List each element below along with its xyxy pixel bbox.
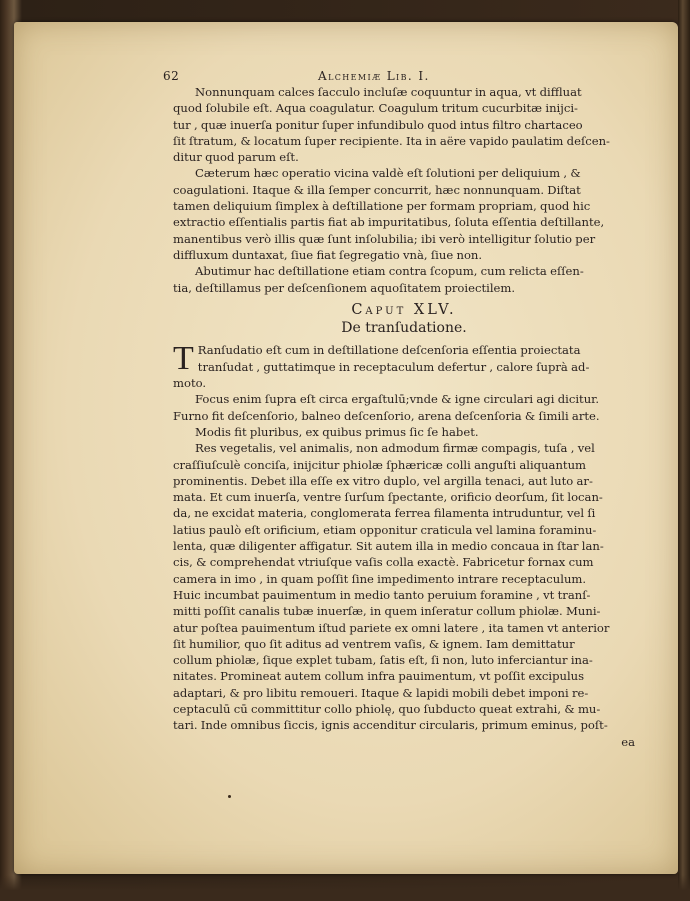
text-line: collum phiolæ, ſique explet tubam, ſatis eſt, ſi non, luto inferciantur ina- xyxy=(173,653,593,668)
text-line: tamen deliquium ſimplex à deſtillatione per formam propriam, quod hic xyxy=(173,199,591,214)
text-line: manentibus verò illis quæ ſunt inſolubilia; ibi verò intelligitur ſolutio per xyxy=(173,231,596,246)
text-line: craſſiuſculè conciſa, inijcitur phiolæ ſphæricæ colli anguſti aliquantum xyxy=(173,457,587,472)
book-edge xyxy=(678,0,690,901)
drop-capital: T xyxy=(173,340,194,378)
text-line: extractio eſſentialis partis fiat ab impuritatibus, ſoluta eſſentia deſtillante, xyxy=(173,215,605,230)
text-line: adaptari, & pro libitu remoueri. Itaque & lapidi mobili debet imponi re- xyxy=(173,685,589,700)
text-line: prominentis. Debet illa eſſe ex vitro duplo, vel argilla tenaci, aut luto ar- xyxy=(173,473,593,488)
text-line: tur , quæ inuerſa ponitur ſuper infundibulo quod intus filtro chartaceo xyxy=(173,117,583,132)
text-line: Ranſudatio eſt cum in deſtillatione deſcenſoria eſſentia proiectata xyxy=(197,343,581,358)
paragraph xyxy=(173,424,635,440)
text-line: moto. xyxy=(173,376,207,391)
text-line: Cæterum hæc operatio vicina valdè eſt ſolutioni per deliquium , & xyxy=(195,166,581,181)
text-line: tia, deſtillamus per deſcenſionem aquoſitatem proiectilem. xyxy=(173,280,516,295)
text-line: ditur quod parum eſt. xyxy=(173,150,299,165)
text-line: latius paulò eſt orificium, etiam opponitur craticula vel lamina foraminu- xyxy=(173,522,597,537)
dropcap-paragraph xyxy=(173,342,635,391)
text-line: Huic incumbat pauimentum in medio tanto peruium foramine , vt tranſ- xyxy=(173,587,591,602)
text-line: tranſudat , guttatimque in receptaculum defertur , calore ſuprà ad- xyxy=(197,359,590,374)
text-line: diffluxum duntaxat, ſiue fiat ſegregatio vnà, ſiue non. xyxy=(173,247,483,262)
text-line: ſit humilior, quo ſit aditus ad ventrem vaſis, & ignem. Iam demittatur xyxy=(173,636,575,651)
text-line: cis, & comprehendat vtriuſque vaſis colla exactè. Fabricetur fornax cum xyxy=(173,555,594,570)
text-line: Abutimur hac deſtillatione etiam contra ſcopum, cum relicta eſſen- xyxy=(195,264,584,279)
text-line: Nonnunquam calces ſacculo incluſæ coquuntur in aqua, vt diffluat xyxy=(195,85,582,99)
ink-speck xyxy=(228,795,231,798)
text-line: Focus enim ſupra eſt circa ergaſtulū;vnde & igne circulari agi dicitur. xyxy=(195,392,600,407)
bottom-shadow xyxy=(0,875,690,901)
paragraph xyxy=(173,165,635,263)
text-line: coagulationi. Itaque & illa ſemper concurrit, hæc nonnunquam. Diſtat xyxy=(173,182,581,197)
text-line: camera in imo , in quam poſſit ſine impedimento intrare receptaculum. xyxy=(173,571,587,586)
paragraphs-bottom xyxy=(173,391,635,733)
dropcap-lines xyxy=(173,342,635,391)
page-number: 62 xyxy=(163,69,180,83)
page-text xyxy=(163,68,635,750)
text-line: atur poſtea pauimentum iſtud pariete ex omni latere , ita tamen vt anterior xyxy=(173,620,610,635)
text-line: tari. Inde omnibus ſiccis, ignis accenditur circularis, primum eminus, poſt- xyxy=(173,718,608,733)
text-line: ceptaculū cū committitur collo phiolę, quo ſubducto queat extrahi, & mu- xyxy=(173,701,601,716)
text-line: ſit ſtratum, & locatum ſuper recipiente. Ita in aëre vapido paulatim deſcen- xyxy=(173,133,610,148)
text-line: quod ſolubile eſt. Aqua coagulatur. Coagulum tritum cucurbitæ inijci- xyxy=(173,101,578,116)
text-line: lenta, quæ diligenter affigatur. Sit autem illa in medio concaua in ſtar lan- xyxy=(173,539,604,554)
running-head xyxy=(163,68,635,84)
chapter-heading: Caput XLV. xyxy=(351,301,457,318)
text-line: nitates. Promineat autem collum infra pauimentum, vt poſſit excipulus xyxy=(173,669,585,684)
paragraphs-top xyxy=(173,84,635,296)
text-line: mata. Et cum inuerſa, ventre ſurſum ſpectante, orificio deorſum, ſit locan- xyxy=(173,490,603,505)
chapter-subtitle: De tranſudatione. xyxy=(341,320,467,337)
text-line: da, ne excidat materia, conglomerata ferrea filamenta intruduntur, vel ſi xyxy=(173,506,596,521)
running-title: Alchemiæ Lib. I. xyxy=(318,69,430,83)
text-line: Furno fit deſcenſorio, balneo deſcenſorio, arena deſcenſoria & ſimili arte. xyxy=(173,408,600,423)
paragraph xyxy=(173,440,635,733)
text-line: Modis fit pluribus, ex quibus primus ſic ſe habet. xyxy=(195,424,479,439)
text-line: mitti poſſit canalis tubæ inuerſæ, in quem inſeratur collum phiolæ. Muni- xyxy=(173,604,601,619)
paragraph xyxy=(173,263,635,296)
text-line: Res vegetalis, vel animalis, non admodum firmæ compagis, tuſa , vel xyxy=(195,441,595,456)
paragraph xyxy=(173,84,635,165)
paragraph xyxy=(173,391,635,424)
catchword: ea xyxy=(621,734,635,749)
